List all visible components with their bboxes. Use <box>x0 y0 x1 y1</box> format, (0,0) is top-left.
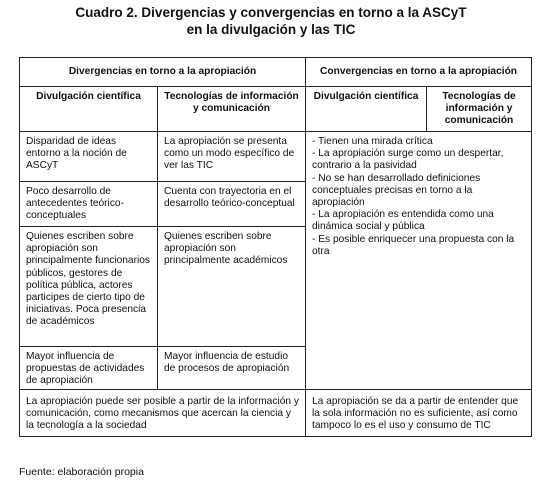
divergencias-header: Divergencias en torno a la apropiación <box>20 58 306 87</box>
div-tic-cell: Cuenta con trayectoria en el desarrollo teórico-conceptual <box>158 182 306 227</box>
comparison-table <box>19 57 532 437</box>
source-note: Fuente: elaboración propia <box>19 466 144 478</box>
div-tic-cell: Mayor influencia de estudio de procesos de apropiación <box>158 347 306 390</box>
div-divulgacion-cell: Poco desarrollo de antecedentes teórico-conceptuales <box>20 182 158 227</box>
div-tic-cell: La apropiación se presenta como un modo específico de ver las TIC <box>158 132 306 182</box>
convergencias-summary: La apropiación se da a partir de entender que la sola información no es suficiente, así como tampoco lo es el uso y consumo de TIC <box>306 390 532 437</box>
convergencias-header: Convergencias en torno a la apropiación <box>306 58 532 87</box>
div-tic-cell: Quienes escriben sobre apropiación son principalmente académicos <box>158 227 306 347</box>
convergence-item: - La apropiación surge como un despertar, contrario a la pasividad <box>312 148 504 172</box>
convergences-cell <box>306 132 532 390</box>
conv-tic-header: Tecnologías de información y comunicación <box>427 87 532 132</box>
div-divulgacion-cell: Mayor influencia de propuestas de actividades de apropiación <box>20 347 158 390</box>
conv-divulgacion-header: Divulgación científica <box>306 87 427 132</box>
div-divulgacion-cell: Disparidad de ideas entorno a la noción de ASCyT <box>20 132 158 182</box>
div-tic-header: Tecnologías de información y comunicación <box>158 87 306 132</box>
divergencias-summary: La apropiación puede ser posible a partir de la información y comunicación, como mecanismos que acercan la ciencia y la tecnología a la sociedad <box>20 390 306 437</box>
div-divulgacion-cell: Quienes escriben sobre apropiación son principalmente funcionarios públicos, gestores de política pública, actores participes de cierto tipo de iniciativas. Poca presencia de académicos <box>20 227 158 347</box>
table-title-line-1: Cuadro 2. Divergencias y convergencias en torno a la ASCyT <box>75 5 467 20</box>
convergence-item: - La apropiación es entendida como una dinámica social y pública <box>312 209 494 233</box>
convergence-item: - Tienen una mirada crítica <box>312 136 433 147</box>
table-title-line-2: en la divulgación y las TIC <box>186 22 356 37</box>
div-divulgacion-header: Divulgación científica <box>20 87 158 132</box>
convergence-item: - Es posible enriquecer una propuesta con la otra <box>312 233 515 257</box>
convergence-item: - No se han desarrollado definiciones conceptuales precisas en torno a la apropiación <box>312 172 481 209</box>
